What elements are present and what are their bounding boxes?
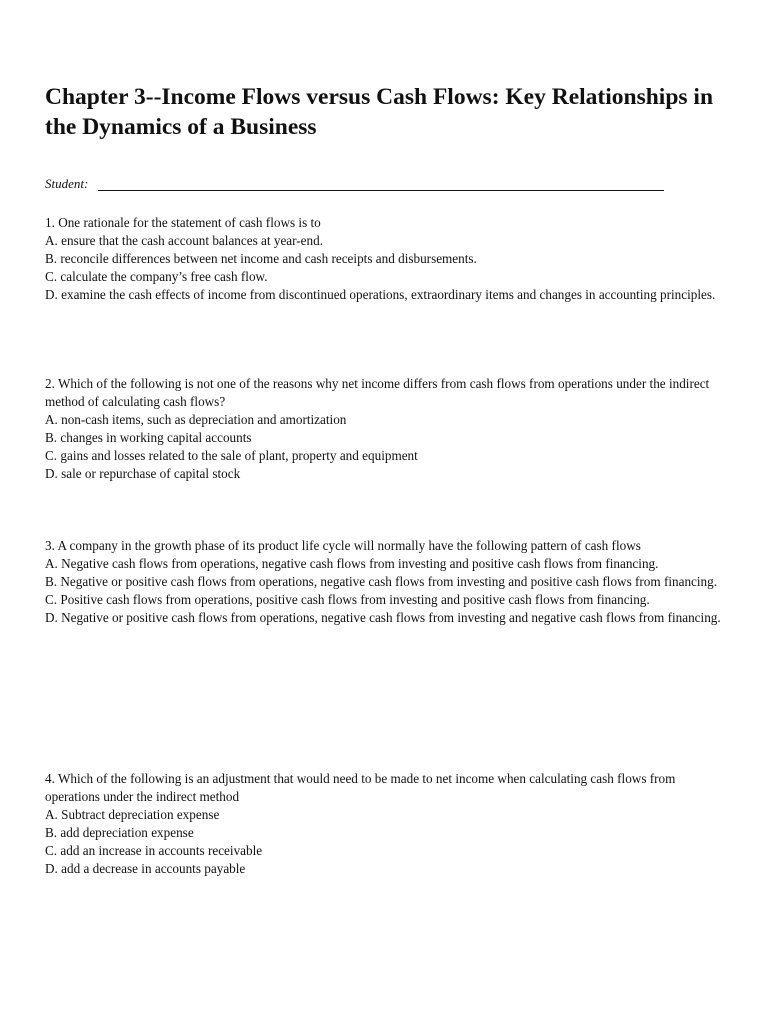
- student-field: [45, 176, 725, 194]
- answer-option-d: D. sale or repurchase of capital stock: [45, 465, 241, 481]
- question-stem: 4. Which of the following is an adjustment that would need to be made to net income when calculating cash flows from operations under the indirect method: [45, 771, 676, 804]
- question-2: [45, 375, 725, 482]
- document-title: Chapter 3--Income Flows versus Cash Flows: Key Relationships in the Dynamics of a Business: [45, 84, 714, 140]
- answer-option-b: B. reconcile differences between net income and cash receipts and disbursements.: [45, 250, 477, 266]
- answer-option-a: A. Subtract depreciation expense: [45, 806, 220, 822]
- student-name-line[interactable]: [98, 190, 664, 191]
- student-label: Student:: [45, 176, 89, 191]
- question-3: [45, 537, 725, 627]
- answer-option-b: B. changes in working capital accounts: [45, 429, 252, 445]
- answer-option-d: D. add a decrease in accounts payable: [45, 860, 246, 876]
- answer-option-b: B. add depreciation expense: [45, 824, 194, 840]
- answer-option-d: D. Negative or positive cash flows from operations, negative cash flows from investing and negative cash flows from financing.: [45, 609, 721, 625]
- answer-option-c: C. calculate the company’s free cash flow.: [45, 268, 268, 284]
- answer-option-c: C. add an increase in accounts receivable: [45, 842, 263, 858]
- answer-option-a: A. Negative cash flows from operations, negative cash flows from investing and positive cash flows from financing.: [45, 555, 659, 571]
- question-1: [45, 214, 725, 304]
- answer-option-a: A. ensure that the cash account balances at year-end.: [45, 232, 324, 248]
- answer-option-d: D. examine the cash effects of income from discontinued operations, extraordinary items and changes in accounting principles.: [45, 286, 716, 302]
- question-stem: 2. Which of the following is not one of the reasons why net income differs from cash flows from operations under the indirect method of calculating cash flows?: [45, 376, 710, 409]
- question-stem: 3. A company in the growth phase of its product life cycle will normally have the following pattern of cash flows: [45, 538, 641, 553]
- question-4: [45, 770, 725, 877]
- answer-option-c: C. Positive cash flows from operations, positive cash flows from investing and positive cash flows from financing.: [45, 591, 650, 607]
- question-stem: 1. One rationale for the statement of cash flows is to: [45, 215, 321, 230]
- answer-option-b: B. Negative or positive cash flows from operations, negative cash flows from investing and positive cash flows from financing.: [45, 573, 718, 589]
- answer-option-c: C. gains and losses related to the sale of plant, property and equipment: [45, 447, 418, 463]
- answer-option-a: A. non-cash items, such as depreciation and amortization: [45, 411, 347, 427]
